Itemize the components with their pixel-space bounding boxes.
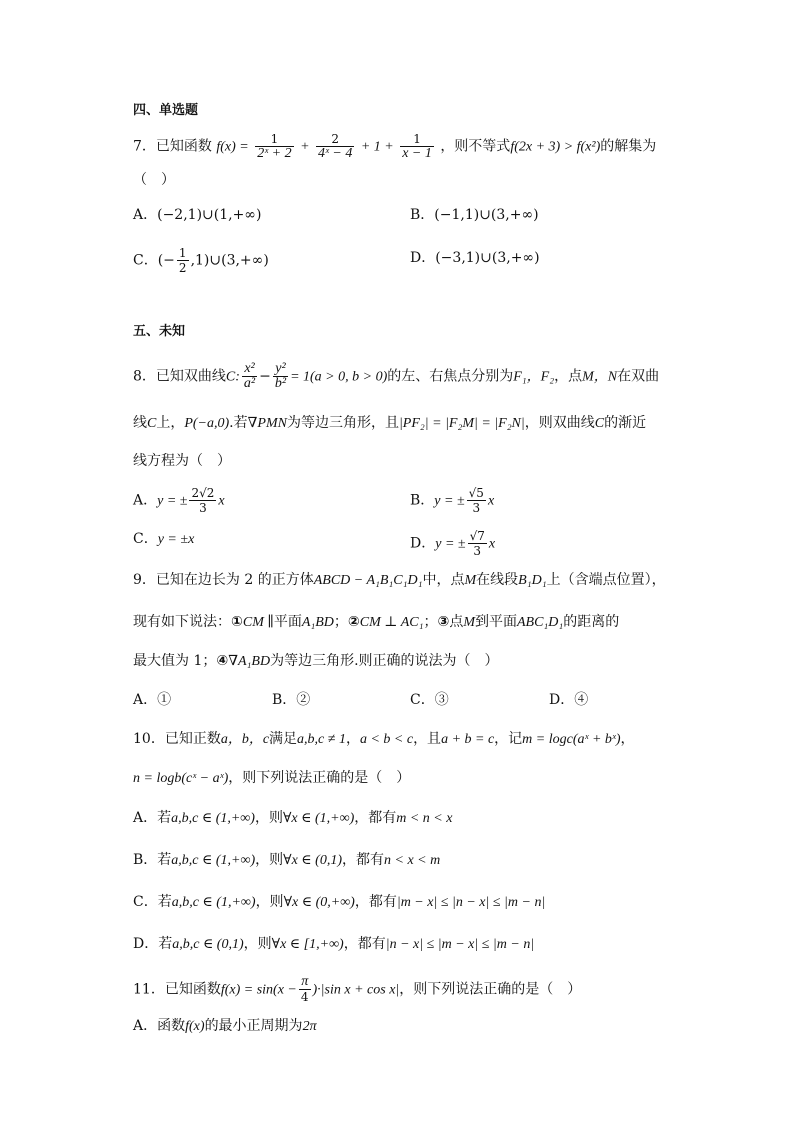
option-expr-part: a,b,c ∈ (1,+∞) [171,853,256,868]
option-expr-part: m < n < x [396,811,453,826]
q8-text: .若 [229,415,248,431]
option-expr-part: ,1)∪(3,+∞) [190,252,269,269]
fraction-denominator: 3 [199,501,207,515]
option-expr-part: x [487,493,495,509]
q9-text: 点 [449,614,464,630]
q11-function: )·|sin x + cos x| [312,982,400,998]
section-heading-unknown: 五、未知 [133,324,186,339]
q7-fraction-3 [400,132,434,161]
q9-text: 的距离的 [563,614,620,630]
q8-curve-label: C: [225,369,240,385]
q10-text: 10．已知正数 [133,731,221,747]
q11-text: 11．已知函数 [133,981,221,998]
q11-option-a [133,1016,317,1037]
q7-option-b: B．(−1,1)∪(3,+∞) [410,207,539,223]
q10-text: ，则下列说法正确的是（ ） [228,770,411,786]
q9-option-c: C．③ [410,692,449,708]
fraction-denominator: 2 [178,261,187,275]
option-expr-part: ∀x ∈ (1,+∞) [282,811,355,826]
option-expr-part: ∀x ∈ (0,+∞) [283,895,355,910]
option-expr-part: a,b,c ∈ (1,+∞) [171,895,256,910]
q9-option-b: B．② [272,692,311,708]
question-10-line-1 [133,729,635,750]
q9-statement: CM ∥ [242,615,274,630]
fraction-denominator: b² [274,376,287,391]
option-letter: C． [133,531,158,547]
q7-stem-post: ，则不等式 [440,138,511,155]
option-expr-part: f(x) [185,1019,205,1034]
q11-fraction [299,975,311,1004]
q8-text: 的左、右焦点分别为 [387,368,514,385]
fraction-numerator: y² [273,362,288,377]
question-9-line-1 [133,570,666,591]
q9-segment: B₁D₁ [518,573,547,588]
q9-text: 上（含端点位置）， [546,572,666,588]
q9-text: 9．已知在边长为 2 的正方体 [133,572,314,588]
q10-n-definition: n = logb(cˣ − aˣ) [133,771,229,786]
fraction-numerator: 2 [316,132,354,147]
q8-point-p: P(−a,0) [184,416,230,431]
circled-number-3: ③ [437,614,450,630]
q7-fraction-1 [255,132,293,161]
q10-option-d [133,934,534,955]
q8-text: 的渐近 [604,415,647,431]
plus-one: + 1 + [360,139,394,155]
option-expr-part: |n − x| ≤ |m − x| ≤ |m − n| [385,937,535,952]
q8-option-a-fraction [189,486,216,515]
q8-fraction-x [242,362,257,391]
q10-option-a [133,808,452,829]
question-8-line-2 [133,413,646,434]
q8-option-c [133,529,194,550]
option-text: ，都有 [342,852,384,868]
q9-option-a: A．① [133,692,172,708]
q9-point: M [464,573,477,588]
option-text: A．若 [133,810,172,826]
option-expr-part: x [488,536,496,552]
question-9-line-3 [133,651,499,672]
option-letter: B． [410,492,435,509]
circled-number-4: ④ [216,653,229,669]
q10-condition: a,b,c ≠ 1 [297,732,346,747]
q10-text: ，记 [494,731,523,747]
option-letter: C． [133,252,158,269]
q10-text: ， [345,731,360,747]
option-expr-part: |m − x| ≤ |n − x| ≤ |m − n| [396,895,546,910]
option-expr-part: 2π [302,1019,317,1034]
option-letter: A． [133,492,158,509]
q10-condition: a < b < c [359,732,414,747]
q10-option-c [133,892,545,913]
q10-option-b [133,850,440,871]
q7-option-a: A．(−2,1)∪(1,+∞) [133,207,262,223]
option-expr-part: y = ± [435,536,466,552]
minus-sign: − [259,368,271,385]
q9-text: 在线段 [476,572,519,588]
q9-text: 现有如下说法： [133,614,231,630]
q9-text: ； [333,614,348,630]
q8-text: 上， [156,415,185,431]
q8-curve-label: C [147,416,157,431]
q8-curve-label: C [594,416,605,431]
q9-text: 中，点 [422,572,465,588]
fraction-denominator: 4ˣ − 4 [317,146,353,161]
q7-answer-paren: （ ） [133,172,175,188]
q11-text: ，则下列说法正确的是（ ） [399,981,582,998]
q8-option-a [133,486,225,515]
option-text: ，则 [254,810,283,826]
option-text: D．若 [133,936,173,952]
q10-condition: a + b = c [441,732,495,747]
question-8-line-3: 线方程为（ ） [133,453,231,469]
q7-function: f(x) = [216,139,249,155]
option-text: ，都有 [354,894,397,910]
option-expr-part: y = ± [434,493,465,509]
q9-statement: ∇A₁BD [228,654,271,669]
q9-statement: A₁BD [301,615,334,630]
option-expr-part: a,b,c ∈ (1,+∞) [171,811,255,826]
option-expr-part: y = ±x [157,532,195,547]
q11-function: f(x) = sin(x − [220,982,297,998]
q9-statement: CM ⊥ AC₁ [359,615,424,630]
circled-number-1: ① [231,614,243,630]
question-10-line-2 [133,768,410,789]
q9-text: 平面 [273,614,302,630]
q10-m-definition: m = logc(aˣ + bˣ) [522,732,621,747]
q8-equation: = 1(a > 0, b > 0) [290,369,388,385]
option-text: A．函数 [133,1018,186,1034]
q8-text: 为等边三角形，且 [286,415,399,431]
q9-cube: ABCD − A₁B₁C₁D₁ [313,573,423,588]
q8-equalities: |PF₂| = |F₂M| = |F₂N| [398,416,525,431]
q7-option-d: D．(−3,1)∪(3,+∞) [410,250,540,266]
q9-text: 为等边三角形.则正确的说法为（ ） [270,653,499,669]
q8-fraction-y [273,362,288,391]
question-8-line-1 [133,362,659,391]
q9-text: ； [423,614,438,630]
q10-text: ，且 [413,731,442,747]
question-7-stem [133,132,656,161]
q10-variables: a，b，c [220,732,270,747]
option-expr-part: x [218,493,225,509]
option-expr-part: y = ± [157,493,188,509]
fraction-denominator: 2ˣ + 2 [257,146,292,161]
option-expr-part: n < x < m [384,853,441,868]
fraction-numerator: π [299,975,311,990]
q7-stem-pre: 已知函数 [155,138,212,155]
q7-fraction-2 [316,132,354,161]
q8-text: ，则双曲线 [524,415,595,431]
q8-foci: F₁，F₂ [513,369,555,385]
option-text: ，都有 [343,936,386,952]
fraction-numerator: 1 [400,132,434,147]
q8-option-b-fraction [467,486,486,515]
fraction-denominator: 4 [300,990,309,1004]
q8-option-b [410,486,494,515]
plus-sign: + [300,139,310,155]
q9-option-d: D．④ [549,692,589,708]
circled-number-2: ② [347,614,360,630]
option-expr-part: (− [157,252,175,269]
question-9-line-2 [133,612,619,633]
q9-text: 最大值为 1； [133,653,217,669]
fraction-denominator: a² [243,376,256,391]
q8-option-d [410,529,495,558]
q8-text: 8．已知双曲线 [133,368,226,385]
q10-text: ， [620,731,635,747]
section-heading-single-choice: 四、单选题 [133,103,199,118]
q9-statement: ABC₁D₁ [516,615,564,630]
option-expr-part: a,b,c ∈ (0,1) [172,937,244,952]
q10-text: 满足 [269,731,298,747]
option-text: C．若 [133,894,172,910]
option-text: ，则 [243,936,272,952]
q7-stem-end: 的解集为 [600,138,657,155]
q8-option-d-fraction [468,529,487,558]
option-text: ，则 [255,894,284,910]
q9-statement: M [463,615,475,630]
fraction-denominator: x − 1 [402,146,432,161]
fraction-numerator: √7 [469,529,485,543]
option-letter: D． [410,535,436,552]
fraction-numerator: √5 [468,486,484,500]
question-11-line-1 [133,975,581,1004]
fraction-denominator: 3 [473,544,482,558]
q9-text: 到平面 [474,614,517,630]
option-text: ，则 [255,852,284,868]
fraction-numerator: x² [242,362,257,377]
fraction-denominator: 3 [472,501,481,515]
option-expr-part: ∀x ∈ (0,1) [283,853,342,868]
option-text: 的最小正周期为 [204,1018,303,1034]
q8-text: ，点 [554,368,583,385]
option-text: B．若 [133,852,172,868]
q8-text: 线 [133,415,147,431]
q8-triangle: ∇PMN [247,416,287,431]
q8-points: M，N [582,369,618,385]
q8-text: 在双曲 [617,368,660,385]
fraction-numerator: 2√2 [191,486,215,500]
q7-option-c-fraction [177,246,189,275]
fraction-numerator: 1 [178,246,187,260]
q7-number: 7． [133,138,156,155]
q7-inequality: f(2x + 3) > f(x²) [510,139,601,155]
option-text: ，都有 [354,810,397,826]
option-expr-part: ∀x ∈ [1,+∞) [271,937,344,952]
q7-option-c [133,246,269,275]
fraction-numerator: 1 [255,132,293,147]
